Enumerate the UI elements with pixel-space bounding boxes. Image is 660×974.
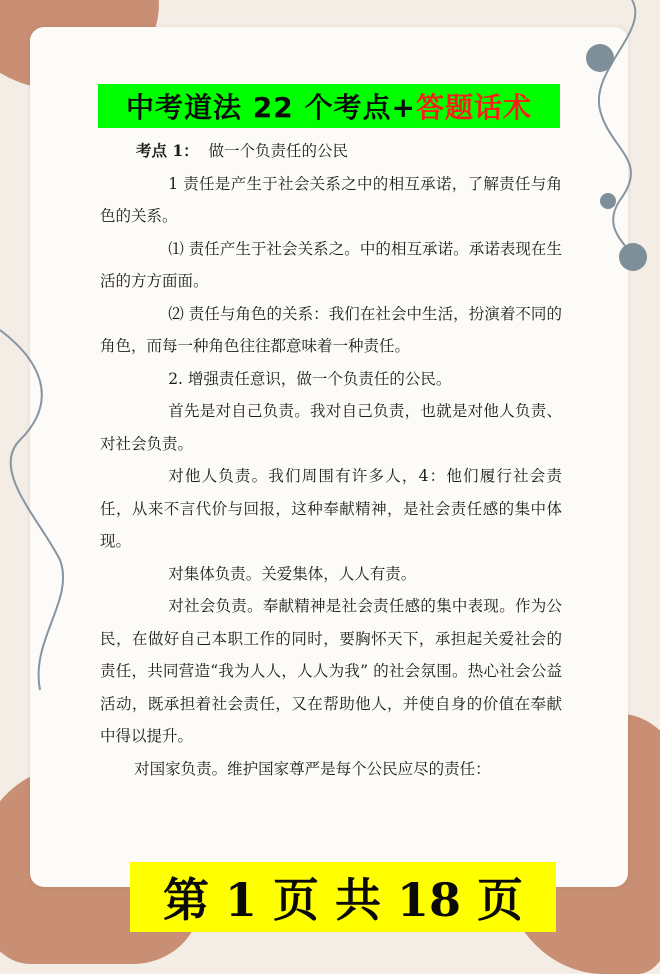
section-label: 考点 1： bbox=[136, 141, 199, 160]
decor-dot-1 bbox=[586, 44, 614, 72]
paragraph: 对国家负责。维护国家尊严是每个公民应尽的责任： bbox=[134, 759, 491, 778]
title-accent: 答题话术 bbox=[415, 91, 532, 124]
section-heading bbox=[100, 135, 562, 168]
paragraph: ⑴ 责任产生于社会关系之。中的相互承诺。承诺表现在生活的方方面面。 bbox=[100, 239, 562, 290]
paragraph: 2. 增强责任意识，做一个负责任的公民。 bbox=[168, 369, 452, 388]
paragraph: 对社会负责。奉献精神是社会责任感的集中表现。作为公民，在做好自己本职工作的同时，要胸怀天下，承担起关爱社会的责任，共同营造“我为人人，人人为我” 的社会氛围。热心社会公益活动，既承担着社会责任，又在帮助他人，并使自身的价值在奉献中得以提升。 bbox=[100, 597, 562, 745]
paragraph: 首先是对自己负责。我对自己负责，也就是对他人负责、对社会负责。 bbox=[100, 402, 562, 453]
decor-dot-2 bbox=[600, 193, 616, 209]
paragraph: 对他人负责。我们周围有许多人，4：他们履行社会责任，从来不言代价与回报，这种奉献精神，是社会责任感的集中体现。 bbox=[100, 467, 562, 550]
page-number: 第 1 页 共 18 页 bbox=[130, 862, 556, 932]
title-main: 中考道法 22 个考点+ bbox=[126, 91, 416, 124]
paragraph: ⑵ 责任与角色的关系：我们在社会中生活，扮演着不同的角色，而每一种角色往往都意味着一种责任。 bbox=[100, 304, 562, 355]
document-body bbox=[100, 135, 562, 785]
paragraph: 1 责任是产生于社会关系之中的相互承诺，了解责任与角色的关系。 bbox=[100, 174, 562, 225]
document-title bbox=[98, 84, 560, 128]
section-text: 做一个负责任的公民 bbox=[208, 142, 349, 160]
decor-dot-3 bbox=[619, 243, 647, 271]
paragraph: 对集体负责。关爱集体，人人有责。 bbox=[168, 564, 417, 583]
